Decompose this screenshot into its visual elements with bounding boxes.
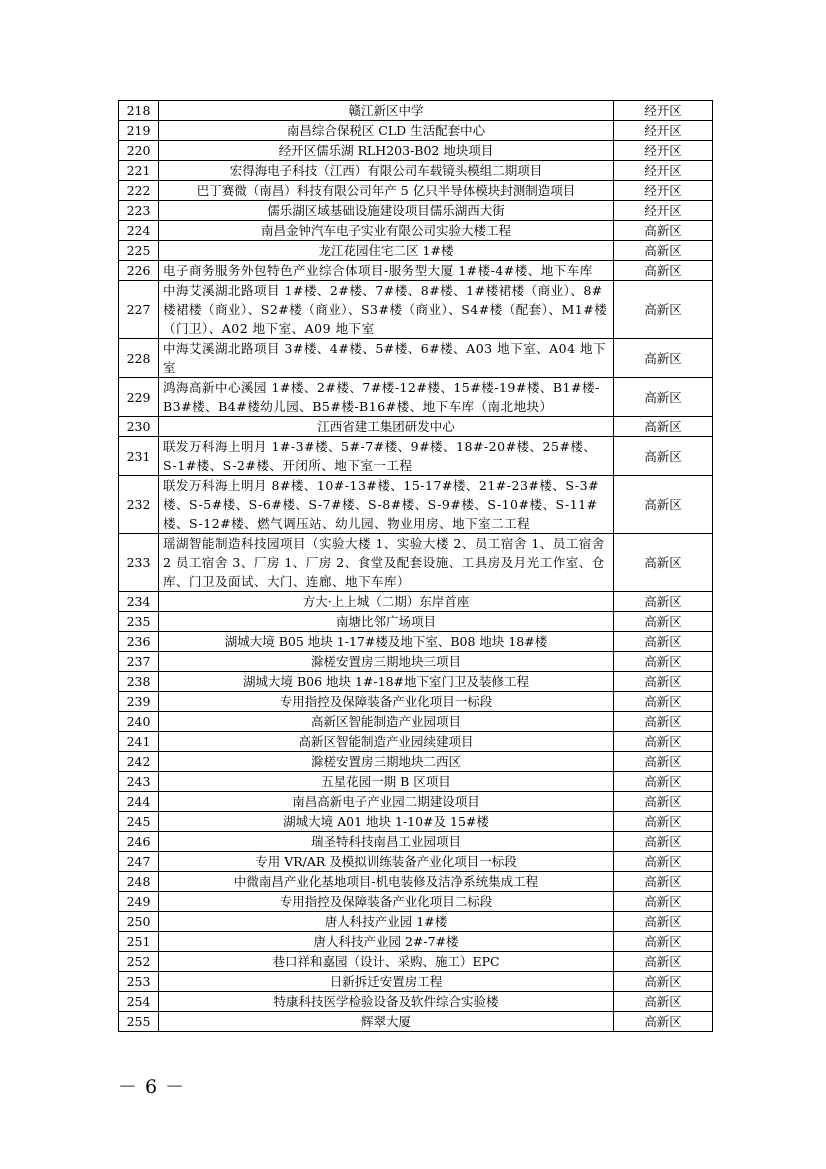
table-row	[119, 121, 713, 141]
table-row	[119, 972, 713, 992]
project-name: 龙江花园住宅二区 1#楼	[159, 241, 614, 261]
project-name: 瑶湖智能制造科技园项目（实验大楼 1、实验大楼 2、员工宿舍 1、员工宿舍 2 员工宿舍 3、厂房 1、厂房 2、食堂及配套设施、工具房及月光工作室、仓库、门卫及面试、大门、连廊、地下车库）	[159, 534, 614, 592]
project-name: 唐人科技产业园 1#楼	[159, 912, 614, 932]
project-name: 唐人科技产业园 2#-7#楼	[159, 932, 614, 952]
project-name: 五星花园一期 B 区项目	[159, 772, 614, 792]
project-name: 联发万科海上明月 8#楼、10#-13#楼、15-17#楼、21#-23#楼、S-3#楼、S-5#楼、S-6#楼、S-7#楼、S-8#楼、S-9#楼、S-10#楼、S-11#楼、S-12#楼、燃气调压站、幼儿园、物业用房、地下室二工程	[159, 476, 614, 534]
project-name: 鸿海高新中心溪园 1#楼、2#楼、7#楼-12#楼、15#楼-19#楼、B1#楼-B3#楼、B4#楼幼儿园、B5#楼-B16#楼、地下车库（南北地块）	[159, 378, 614, 417]
table-row	[119, 732, 713, 752]
district-name: 高新区	[614, 952, 713, 972]
table-row	[119, 221, 713, 241]
district-name: 高新区	[614, 832, 713, 852]
project-name: 中海艾溪湖北路项目 1#楼、2#楼、7#楼、8#楼、1#楼裙楼（商业）、8#楼裙楼（商业）、S2#楼（商业）、S3#楼（商业）、S4#楼（配套）、M1#楼（门卫）、A02 地下室、A09 地下室	[159, 281, 614, 339]
row-number: 245	[119, 812, 159, 832]
table-row	[119, 752, 713, 772]
table-row	[119, 772, 713, 792]
project-name: 南塘比邻广场项目	[159, 612, 614, 632]
district-name: 高新区	[614, 932, 713, 952]
project-name: 日新拆迁安置房工程	[159, 972, 614, 992]
row-number: 237	[119, 652, 159, 672]
district-name: 高新区	[614, 912, 713, 932]
table-row	[119, 261, 713, 281]
district-name: 高新区	[614, 241, 713, 261]
row-number: 248	[119, 872, 159, 892]
table-row	[119, 632, 713, 652]
page-number: － 6 －	[118, 1076, 186, 1098]
district-name: 高新区	[614, 261, 713, 281]
table-row	[119, 378, 713, 417]
table-row	[119, 101, 713, 121]
table-row	[119, 437, 713, 476]
table-row	[119, 832, 713, 852]
table-row	[119, 339, 713, 378]
district-name: 高新区	[614, 417, 713, 437]
table-row	[119, 892, 713, 912]
project-list-table	[118, 100, 713, 1032]
project-name: 儒乐湖区域基础设施建设项目儒乐湖西大街	[159, 201, 614, 221]
project-name: 经开区儒乐湖 RLH203-B02 地块项目	[159, 141, 614, 161]
district-name: 高新区	[614, 672, 713, 692]
row-number: 227	[119, 281, 159, 339]
district-name: 高新区	[614, 378, 713, 417]
table-row	[119, 161, 713, 181]
project-name: 南昌综合保税区 CLD 生活配套中心	[159, 121, 614, 141]
project-name: 瑞圣特科技南昌工业园项目	[159, 832, 614, 852]
row-number: 255	[119, 1012, 159, 1032]
project-name: 专用 VR/AR 及模拟训练装备产业化项目一标段	[159, 852, 614, 872]
row-number: 243	[119, 772, 159, 792]
district-name: 高新区	[614, 437, 713, 476]
table-row	[119, 952, 713, 972]
district-name: 高新区	[614, 281, 713, 339]
row-number: 225	[119, 241, 159, 261]
row-number: 222	[119, 181, 159, 201]
district-name: 高新区	[614, 534, 713, 592]
table-row	[119, 672, 713, 692]
row-number: 219	[119, 121, 159, 141]
project-name: 南昌高新电子产业园二期建设项目	[159, 792, 614, 812]
row-number: 246	[119, 832, 159, 852]
row-number: 229	[119, 378, 159, 417]
project-name: 宏得海电子科技（江西）有限公司车载镜头模组二期项目	[159, 161, 614, 181]
district-name: 高新区	[614, 692, 713, 712]
row-number: 254	[119, 992, 159, 1012]
table-row	[119, 141, 713, 161]
row-number: 234	[119, 592, 159, 612]
project-name: 联发万科海上明月 1#-3#楼、5#-7#楼、9#楼、18#-20#楼、25#楼、S-1#楼、S-2#楼、开闭所、地下室一工程	[159, 437, 614, 476]
project-name: 南昌金钟汽车电子实业有限公司实验大楼工程	[159, 221, 614, 241]
table-row	[119, 652, 713, 672]
row-number: 244	[119, 792, 159, 812]
row-number: 250	[119, 912, 159, 932]
district-name: 高新区	[614, 872, 713, 892]
district-name: 高新区	[614, 221, 713, 241]
project-name: 高新区智能制造产业园续建项目	[159, 732, 614, 752]
project-name: 方大·上上城（二期）东岸首座	[159, 592, 614, 612]
district-name: 高新区	[614, 592, 713, 612]
table-row	[119, 417, 713, 437]
project-name: 特康科技医学检验设备及软件综合实验楼	[159, 992, 614, 1012]
row-number: 241	[119, 732, 159, 752]
district-name: 经开区	[614, 141, 713, 161]
row-number: 220	[119, 141, 159, 161]
project-name: 江西省建工集团研发中心	[159, 417, 614, 437]
row-number: 223	[119, 201, 159, 221]
project-name: 湖城大境 A01 地块 1-10#及 15#楼	[159, 812, 614, 832]
project-list-body	[119, 101, 713, 1032]
row-number: 239	[119, 692, 159, 712]
district-name: 高新区	[614, 812, 713, 832]
district-name: 高新区	[614, 339, 713, 378]
table-row	[119, 534, 713, 592]
row-number: 232	[119, 476, 159, 534]
project-name: 湖城大境 B05 地块 1-17#楼及地下室、B08 地块 18#楼	[159, 632, 614, 652]
row-number: 228	[119, 339, 159, 378]
district-name: 高新区	[614, 632, 713, 652]
district-name: 经开区	[614, 121, 713, 141]
project-name: 滁槎安置房三期地块二西区	[159, 752, 614, 772]
district-name: 高新区	[614, 792, 713, 812]
row-number: 238	[119, 672, 159, 692]
row-number: 235	[119, 612, 159, 632]
table-row	[119, 912, 713, 932]
table-row	[119, 852, 713, 872]
row-number: 230	[119, 417, 159, 437]
project-name: 专用指控及保障装备产业化项目一标段	[159, 692, 614, 712]
row-number: 233	[119, 534, 159, 592]
row-number: 251	[119, 932, 159, 952]
row-number: 252	[119, 952, 159, 972]
table-row	[119, 692, 713, 712]
project-name: 中微南昌产业化基地项目-机电装修及洁净系统集成工程	[159, 872, 614, 892]
table-row	[119, 1012, 713, 1032]
district-name: 经开区	[614, 101, 713, 121]
row-number: 218	[119, 101, 159, 121]
row-number: 231	[119, 437, 159, 476]
table-row	[119, 181, 713, 201]
table-row	[119, 812, 713, 832]
project-name: 高新区智能制造产业园项目	[159, 712, 614, 732]
table-row	[119, 592, 713, 612]
table-row	[119, 281, 713, 339]
project-name: 赣江新区中学	[159, 101, 614, 121]
district-name: 高新区	[614, 752, 713, 772]
district-name: 高新区	[614, 476, 713, 534]
row-number: 224	[119, 221, 159, 241]
row-number: 247	[119, 852, 159, 872]
district-name: 经开区	[614, 181, 713, 201]
project-name: 中海艾溪湖北路项目 3#楼、4#楼、5#楼、6#楼、A03 地下室、A04 地下室	[159, 339, 614, 378]
project-name: 巴丁赛微（南昌）科技有限公司年产 5 亿只半导体模块封测制造项目	[159, 181, 614, 201]
table-row	[119, 792, 713, 812]
district-name: 高新区	[614, 772, 713, 792]
table-row	[119, 476, 713, 534]
project-name: 湖城大境 B06 地块 1#-18#地下室门卫及装修工程	[159, 672, 614, 692]
row-number: 240	[119, 712, 159, 732]
district-name: 高新区	[614, 852, 713, 872]
district-name: 高新区	[614, 652, 713, 672]
row-number: 221	[119, 161, 159, 181]
table-row	[119, 612, 713, 632]
table-row	[119, 201, 713, 221]
project-name: 电子商务服务外包特色产业综合体项目-服务型大厦 1#楼-4#楼、地下车库	[159, 261, 614, 281]
district-name: 高新区	[614, 1012, 713, 1032]
project-name: 专用指控及保障装备产业化项目二标段	[159, 892, 614, 912]
table-row	[119, 932, 713, 952]
row-number: 253	[119, 972, 159, 992]
table-row	[119, 712, 713, 732]
table-row	[119, 872, 713, 892]
district-name: 高新区	[614, 972, 713, 992]
row-number: 236	[119, 632, 159, 652]
project-name: 辉翠大厦	[159, 1012, 614, 1032]
district-name: 高新区	[614, 732, 713, 752]
district-name: 经开区	[614, 161, 713, 181]
row-number: 226	[119, 261, 159, 281]
row-number: 242	[119, 752, 159, 772]
district-name: 经开区	[614, 201, 713, 221]
district-name: 高新区	[614, 892, 713, 912]
district-name: 高新区	[614, 992, 713, 1012]
table-row	[119, 241, 713, 261]
project-name: 巷口祥和嘉园（设计、采购、施工）EPC	[159, 952, 614, 972]
table-row	[119, 992, 713, 1012]
project-name: 滁槎安置房三期地块三项目	[159, 652, 614, 672]
district-name: 高新区	[614, 712, 713, 732]
row-number: 249	[119, 892, 159, 912]
district-name: 高新区	[614, 612, 713, 632]
